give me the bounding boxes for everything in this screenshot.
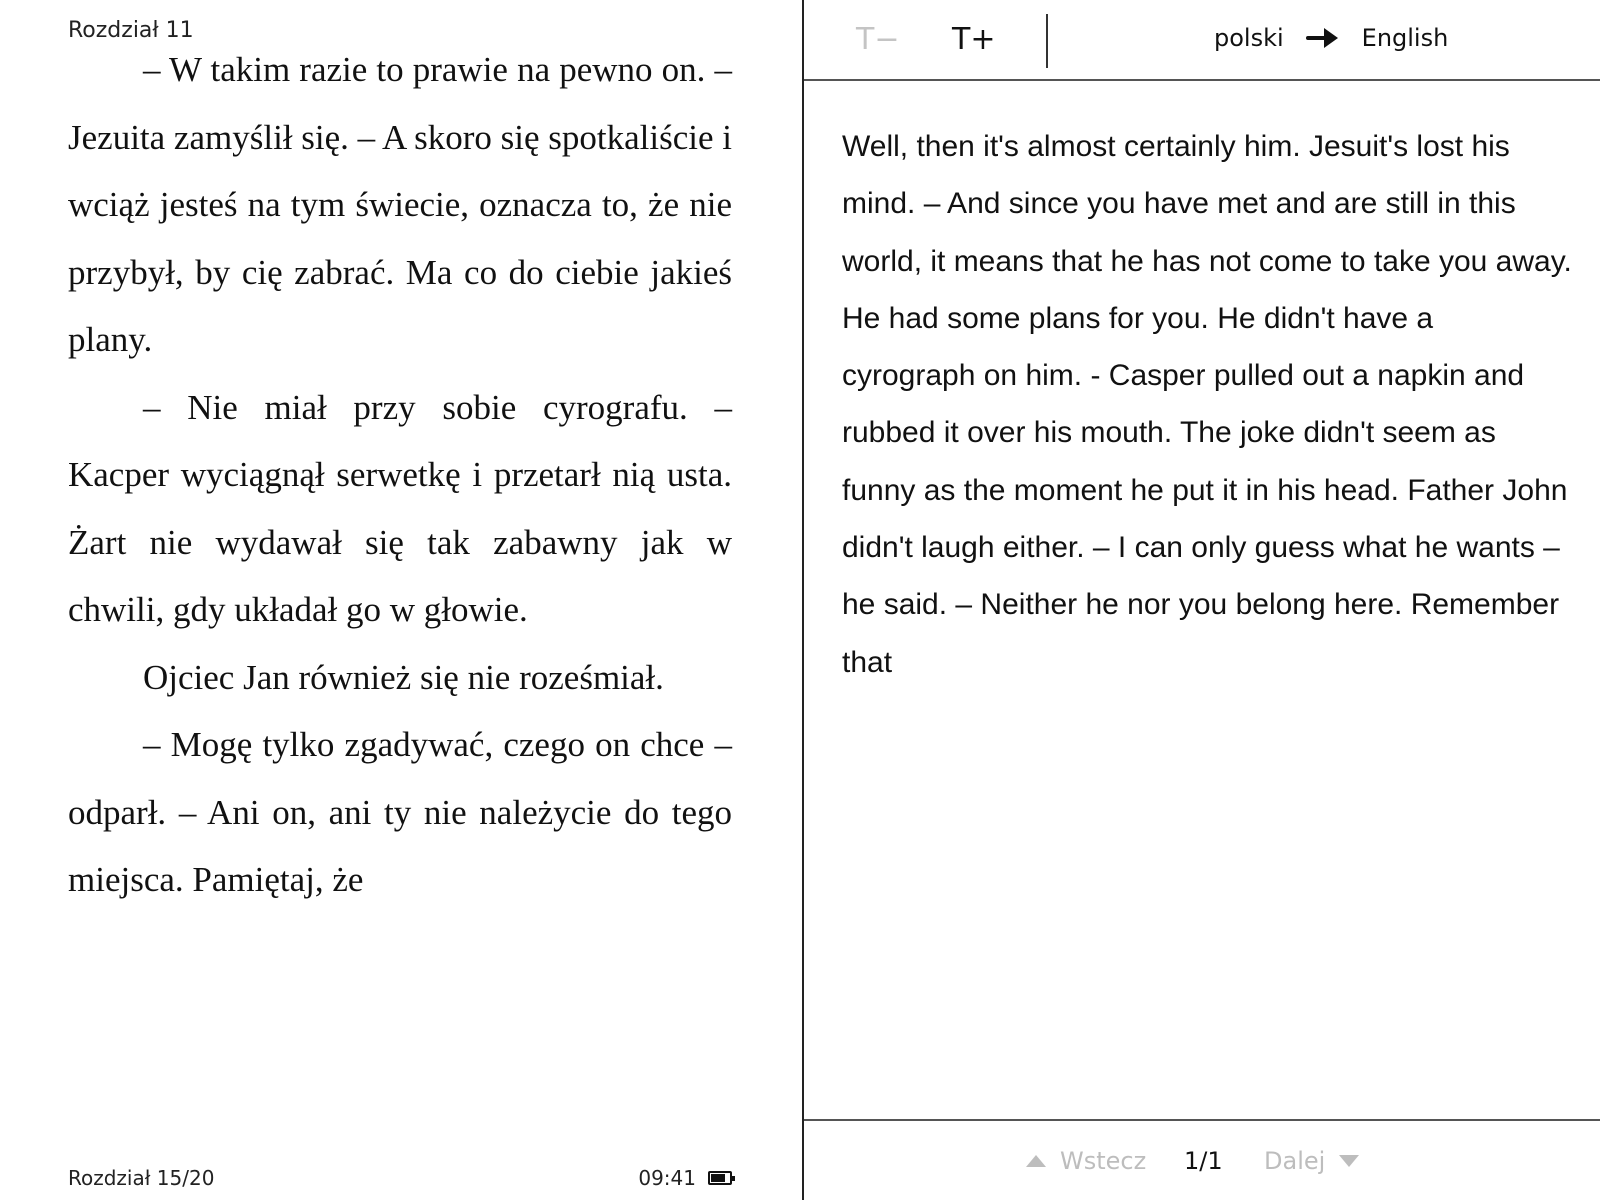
chapter-progress: Rozdział 15/20 [68,1166,215,1190]
book-paragraph: Ojciec Jan również się nie roześmiał. [143,657,664,697]
toolbar-separator [1046,14,1048,68]
book-paragraph: – Nie miał przy sobie cyrografu. – Kacper wyciągnął serwetkę i przetarł nią usta. Żart nie wydawał się tak zabawny jak w chwili, gdy układał go w głowie. [68,387,732,629]
translation-panel [804,0,1600,1200]
chapter-title: Rozdział 11 [68,18,194,43]
book-paragraph: – W takim razie to prawie na pewno on. – Jezuita zamyślił się. – A skoro się spotkaliście i wciąż jesteś na tym świecie, oznacza to, że nie przybył, by cię zabrać. Ma co do ciebie jakieś plany. [68,50,732,359]
arrow-right-icon [1306,26,1340,50]
page-indicator: 1/1 [1184,1147,1223,1175]
next-label: Dalej [1264,1147,1326,1175]
previous-label: Wstecz [1060,1147,1147,1175]
language-selector[interactable] [1214,24,1448,52]
book-paragraph: – Mogę tylko zgadywać, czego on chce – odparł. – Ani on, ani ty nie należycie do tego miejsca. Pamiętaj, że [68,725,732,899]
next-page-button[interactable] [1264,1147,1359,1175]
translated-paragraph: Well, then it's almost certainly him. Jesuit's lost his mind. – And since you have met and are still in this world, it means that he has not come to take you away. He had some plans for you. He didn't have a cyrograph on him. - Casper pulled out a napkin and rubbed it over his mouth. The joke didn't seem as funny as the moment he put it in his head. Father John didn't laugh either. – I can only guess what he wants – he said. – Neither he nor you belong here. Remember that [842,130,1572,679]
decrease-font-button[interactable]: T− [856,22,900,57]
status-indicators [638,1166,732,1190]
source-language[interactable]: polski [1214,24,1284,52]
triangle-up-icon [1026,1155,1046,1167]
target-language[interactable]: English [1361,24,1449,52]
book-text-body[interactable] [68,36,732,914]
battery-icon [708,1171,732,1185]
reader-status-footer [68,1166,732,1196]
battery-level-fill [711,1174,725,1182]
translation-text-body [842,118,1572,691]
translation-toolbar [804,0,1600,81]
previous-page-button[interactable] [1026,1147,1146,1175]
translation-pager [804,1119,1600,1200]
triangle-down-icon [1339,1155,1359,1167]
clock-time: 09:41 [638,1166,696,1190]
increase-font-button[interactable]: T+ [952,22,996,57]
